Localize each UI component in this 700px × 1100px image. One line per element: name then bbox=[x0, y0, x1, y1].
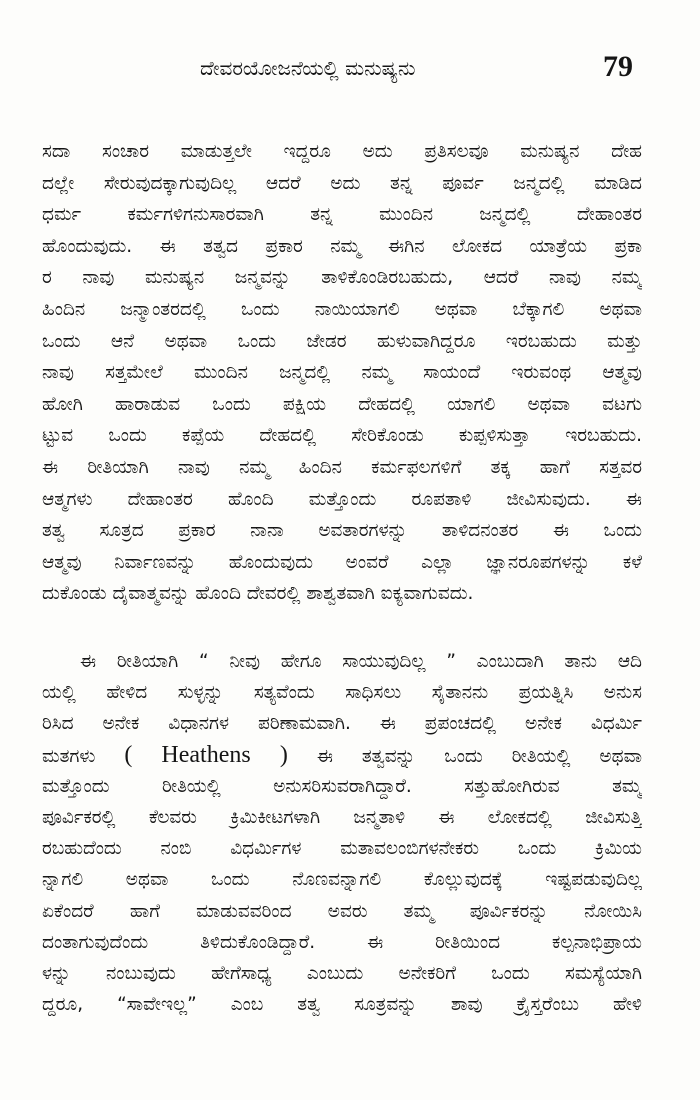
text-line: ಪೂರ್ವಿಕರಲ್ಲಿ ಕೆಲವರು ಕ್ರಿಮಿಕೀಟಗಳಾಗಿ ಜನ್ಮತಾಳಿ ಈ ಲೋಕದಲ್ಲಿ ಜೀವಿಸುತ್ತಿ bbox=[42, 806, 642, 828]
text-line: ಟ್ಟುವ ಒಂದು ಕಪ್ಪೆಯ ದೇಹದಲ್ಲಿ ಸೇರಿಕೊಂಡು ಕುಪ್ಪಳಿಸುತ್ತಾ ಇರಬಹುದು. bbox=[42, 425, 642, 447]
running-title: ದೇವರಯೋಜನೆಯಲ್ಲಿ ಮನುಷ್ಯನು bbox=[200, 56, 416, 80]
text-line: ನಾವು ಸತ್ತಮೇಲೆ ಮುಂದಿನ ಜನ್ಮದಲ್ಲಿ ನಮ್ಮ ಸಾಯಂದೆ ಇರುವಂಥ ಆತ್ಮವು bbox=[42, 362, 642, 384]
paragraph-2 bbox=[42, 646, 642, 1020]
text-line: ಹೋಗಿ ಹಾರಾಡುವ ಒಂದು ಪಕ್ಷಿಯ ದೇಹದಲ್ಲಿ ಯಾಗಲಿ ಅಥವಾ ವಟಗು bbox=[42, 393, 642, 415]
text-line: ಆತ್ಮಗಳು ದೇಹಾಂತರ ಹೊಂದಿ ಮತ್ತೊಂದು ರೂಪತಾಳಿ ಜೀವಿಸುವುದು. ಈ bbox=[42, 488, 642, 510]
text-line: ರ ನಾವು ಮನುಷ್ಯನ ಜನ್ಮವನ್ನು ತಾಳಿಕೊಂಡಿರಬಹುದು, ಆದರೆ ನಾವು ನಮ್ಮ bbox=[42, 267, 642, 289]
text-line: ಳನ್ನು ನಂಬುವುದು ಹೇಗೆಸಾಧ್ಯ ಎಂಬುದು ಅನೇಕರಿಗೆ ಒಂದು ಸಮಸ್ಯೆಯಾಗಿ bbox=[42, 962, 642, 984]
text-line: ನ್ನಾಗಲಿ ಅಥವಾ ಒಂದು ನೊಣವನ್ನಾಗಲಿ ಕೊಲ್ಲುವುದಕ್ಕೆ ಇಷ್ಟಪಡುವುದಿಲ್ಲ bbox=[42, 869, 642, 891]
text-line: ತತ್ವ ಸೂತ್ರದ ಪ್ರಕಾರ ನಾನಾ ಅವತಾರಗಳನ್ನು ತಾಳಿದನಂತರ ಈ ಒಂದು bbox=[42, 520, 642, 542]
text-segment: ಈ ತತ್ವವನ್ನು ಒಂದು ರೀತಿಯಲ್ಲಿ ಅಥವಾ bbox=[316, 745, 642, 767]
text-line: ಈ ರೀತಿಯಾಗಿ ನಾವು ನಮ್ಮ ಹಿಂದಿನ ಕರ್ಮಫಲಗಳಿಗೆ ತಕ್ಕ ಹಾಗೆ ಸತ್ತವರ bbox=[42, 456, 642, 478]
text-line: ಯಲ್ಲಿ ಹೇಳಿದ ಸುಳ್ಳನ್ನು ಸತ್ಯವೆಂದು ಸಾಧಿಸಲು ಸೈತಾನನು ಪ್ರಯತ್ನಿಸಿ ಅನುಸ bbox=[42, 682, 642, 704]
text-line: ದಲ್ಲೇ ಸೇರುವುದಕ್ಕಾಗುವುದಿಲ್ಲ ಆದರೆ ಅದು ತನ್ನ ಪೂರ್ವ ಜನ್ಮದಲ್ಲಿ ಮಾಡಿದ bbox=[42, 172, 642, 194]
text-line: ದ್ದರೂ, “ಸಾವೇಇಲ್ಲ” ಎಂಬ ತತ್ವ ಸೂತ್ರವನ್ನು ಶಾವು ಕ್ರೈಸ್ತರೆಂಬು ಹೇಳಿ bbox=[42, 994, 642, 1016]
text-line-heathens bbox=[42, 740, 642, 771]
text-line: ದಂತಾಗುವುದೆಂದು ತಿಳಿದುಕೊಂಡಿದ್ದಾರೆ. ಈ ರೀತಿಯಿಂದ ಕಲ್ಪನಾಭಿಪ್ರಾಯ bbox=[42, 931, 642, 953]
text-line: ಧರ್ಮ ಕರ್ಮಗಳಿಗನುಸಾರವಾಗಿ ತನ್ನ ಮುಂದಿನ ಜನ್ಮದಲ್ಲಿ ದೇಹಾಂತರ bbox=[42, 204, 642, 226]
text-line: ಏಕೆಂದರೆ ಹಾಗೆ ಮಾಡುವವರಿಂದ ಅವರು ತಮ್ಮ ಪೂರ್ವಿಕರನ್ನು ನೋಯಿಸಿ bbox=[42, 900, 642, 922]
text-line: ದುಕೊಂಡು ದೈವಾತ್ಮವನ್ನು ಹೊಂದಿ ದೇವರಲ್ಲಿ ಶಾಶ್ವತವಾಗಿ ಐಕ್ಯವಾಗುವದು. bbox=[42, 583, 474, 605]
text-line: ಹಿಂದಿನ ಜನ್ಮಾಂತರದಲ್ಲಿ ಒಂದು ನಾಯಿಯಾಗಲಿ ಅಥವಾ ಬೆಕ್ಕಾಗಲಿ ಅಥವಾ bbox=[42, 298, 642, 320]
paragraph-1 bbox=[42, 136, 642, 610]
text-line: ಈ ರೀತಿಯಾಗಿ “ ನೀವು ಹೇಗೂ ಸಾಯುವುದಿಲ್ಲ ” ಎಂಬುದಾಗಿ ತಾನು ಆದಿ bbox=[80, 651, 642, 672]
text-line: ಆತ್ಮವು ನಿರ್ವಾಣವನ್ನು ಹೊಂದುವುದು ಅಂವರೆ ಎಲ್ಲಾ ಜ್ಞಾನರೂಪಗಳನ್ನು ಕಳೆ bbox=[42, 551, 642, 573]
text-line: ರಿಸಿದ ಅನೇಕ ವಿಧಾನಗಳ ಪರಿಣಾಮವಾಗಿ. ಈ ಪ್ರಪಂಚದಲ್ಲಿ ಅನೇಕ ವಿಧರ್ಮಿ bbox=[42, 713, 642, 735]
text-line: ಹೊಂದುವುದು. ಈ ತತ್ವದ ಪ್ರಕಾರ ನಮ್ಮ ಈಗಿನ ಲೋಕದ ಯಾತ್ರೆಯ ಪ್ರಕಾ bbox=[42, 235, 642, 257]
text-segment: ಮತಗಳು bbox=[42, 745, 96, 767]
text-line: ಸದಾ ಸಂಚಾರ ಮಾಡುತ್ತಲೇ ಇದ್ದರೂ ಅದು ಪ್ರತಿಸಲವೂ ಮನುಷ್ಯನ ದೇಹ bbox=[42, 141, 642, 162]
text-line: ರಬಹುದೆಂದು ನಂಬಿ ವಿಧರ್ಮಿಗಳ ಮತಾವಲಂಬಿಗಳನೇಕರು ಒಂದು ಕ್ರಿಮಿಯ bbox=[42, 838, 642, 860]
text-line: ಮತ್ತೊಂದು ರೀತಿಯಲ್ಲಿ ಅನುಸರಿಸುವರಾಗಿದ್ದಾರೆ. ಸತ್ತುಹೋಗಿರುವ ತಮ್ಮ bbox=[42, 775, 642, 797]
text-line: ಒಂದು ಆನೆ ಅಥವಾ ಒಂದು ಜೇಡರ ಹುಳುವಾಗಿದ್ದರೂ ಇರಬಹುದು ಮತ್ತು bbox=[42, 330, 642, 352]
latin-term: ( Heathens ) bbox=[124, 741, 288, 768]
page-number: 79 bbox=[603, 50, 633, 83]
page-header bbox=[0, 48, 700, 88]
